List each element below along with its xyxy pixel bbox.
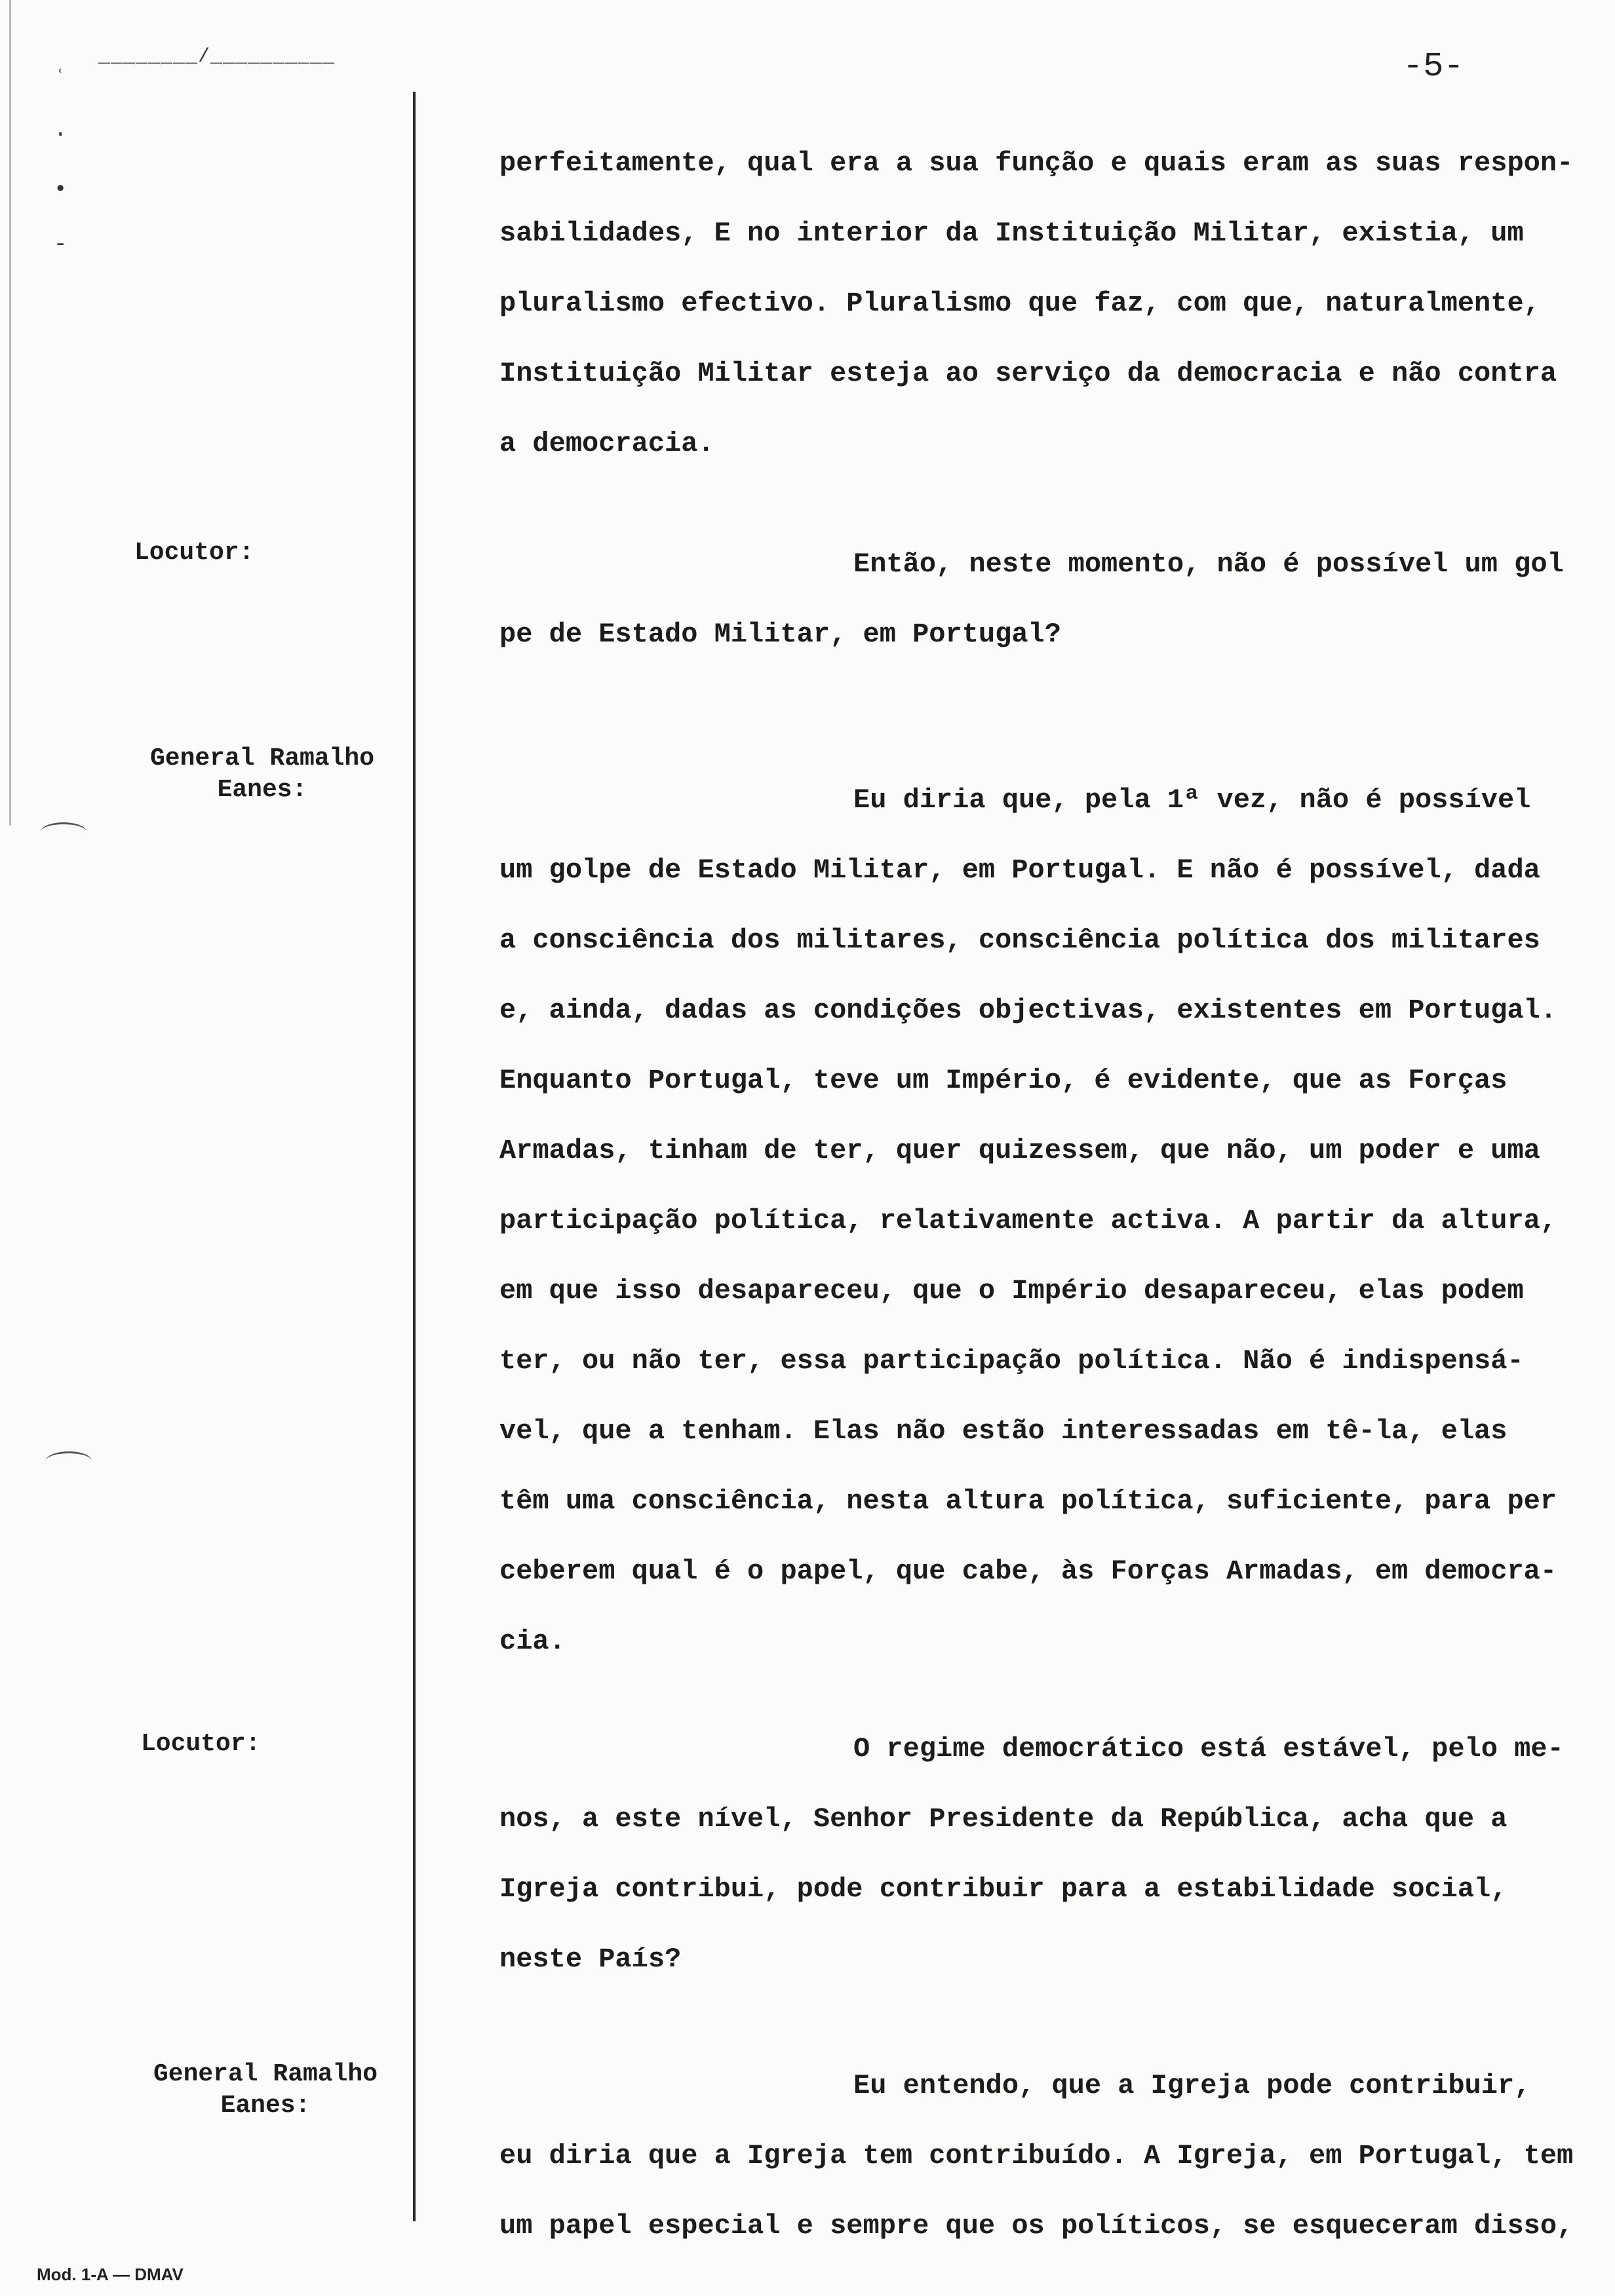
text-line: a democracia. [499,428,714,459]
text-line: Enquanto Portugal, teve um Império, é evidente, que as Forças [499,1065,1508,1096]
margin-mark: • [54,178,68,202]
text-line: um papel especial e sempre que os políticos, se esqueceram disso, [499,2210,1574,2242]
paragraph [499,128,1601,479]
paragraph [499,529,1601,670]
paragraph [499,2051,1601,2261]
text-line: participação política, relativamente activa. A partir da altura, [499,1205,1557,1236]
scan-mark [46,1451,92,1470]
text-line: Eu diria que, pela 1ª vez, não é possível [853,784,1531,816]
form-code: Mod. 1-A — DMAV [37,2265,184,2284]
text-line: ter, ou não ter, essa participação política. Não é indispensá- [499,1345,1524,1377]
text-line: neste País? [499,1943,682,1975]
text-line: pe de Estado Militar, em Portugal? [499,619,1061,650]
scan-mark [41,822,87,841]
text-line: Igreja contribui, pode contribuir para a estabilidade social, [499,1873,1508,1905]
text-line: nos, a este nível, Senhor Presidente da República, acha que a [499,1803,1508,1835]
speaker-label: Locutor: [134,539,254,567]
speaker-label: Locutor: [141,1730,261,1758]
text-line: Armadas, tinham de ter, quer quizessem, que não, um poder e uma [499,1135,1540,1166]
text-line: e, ainda, dadas as condições objectivas, existentes em Portugal. [499,995,1557,1026]
speaker-label: General Ramalho Eanes: [153,2060,378,2120]
margin-mark: ʿ [54,67,68,92]
margin-mark: · [54,123,68,147]
column-divider [413,92,416,2221]
reference-line: ________/__________ [98,46,336,68]
page-number: -5- [1403,47,1464,86]
text-line: perfeitamente, qual era a sua função e quais eram as suas respon- [499,147,1574,179]
paragraph [499,765,1601,1677]
text-line: um golpe de Estado Militar, em Portugal. E não é possível, dada [499,854,1540,886]
speaker-label: General Ramalho Eanes: [149,744,375,804]
text-line: cia. [499,1626,566,1657]
text-line: vel, que a tenham. Elas não estão interessadas em tê-la, elas [499,1415,1508,1447]
paragraph [499,1714,1601,1995]
text-line: em que isso desapareceu, que o Império desapareceu, elas podem [499,1275,1524,1307]
text-line: a consciência dos militares, consciência política dos militares [499,925,1540,956]
text-line: Então, neste momento, não é possível um gol [853,548,1564,580]
text-line: Instituição Militar esteja ao serviço da democracia e não contra [499,358,1557,389]
margin-mark: - [54,233,68,258]
text-line: Eu entendo, que a Igreja pode contribuir, [853,2070,1531,2101]
text-line: têm uma consciência, nesta altura política, suficiente, para per [499,1485,1557,1517]
text-line: eu diria que a Igreja tem contribuído. A Igreja, em Portugal, tem [499,2140,1574,2172]
text-line: O regime democrático está estável, pelo me- [853,1733,1564,1765]
text-line: ceberem qual é o papel, que cabe, às Forças Armadas, em democra- [499,1556,1557,1587]
page-edge-line [9,0,11,826]
text-line: sabilidades, E no interior da Instituição Militar, existia, um [499,218,1524,249]
text-line: pluralismo efectivo. Pluralismo que faz, com que, naturalmente, [499,288,1540,319]
margin-marks [54,52,67,273]
